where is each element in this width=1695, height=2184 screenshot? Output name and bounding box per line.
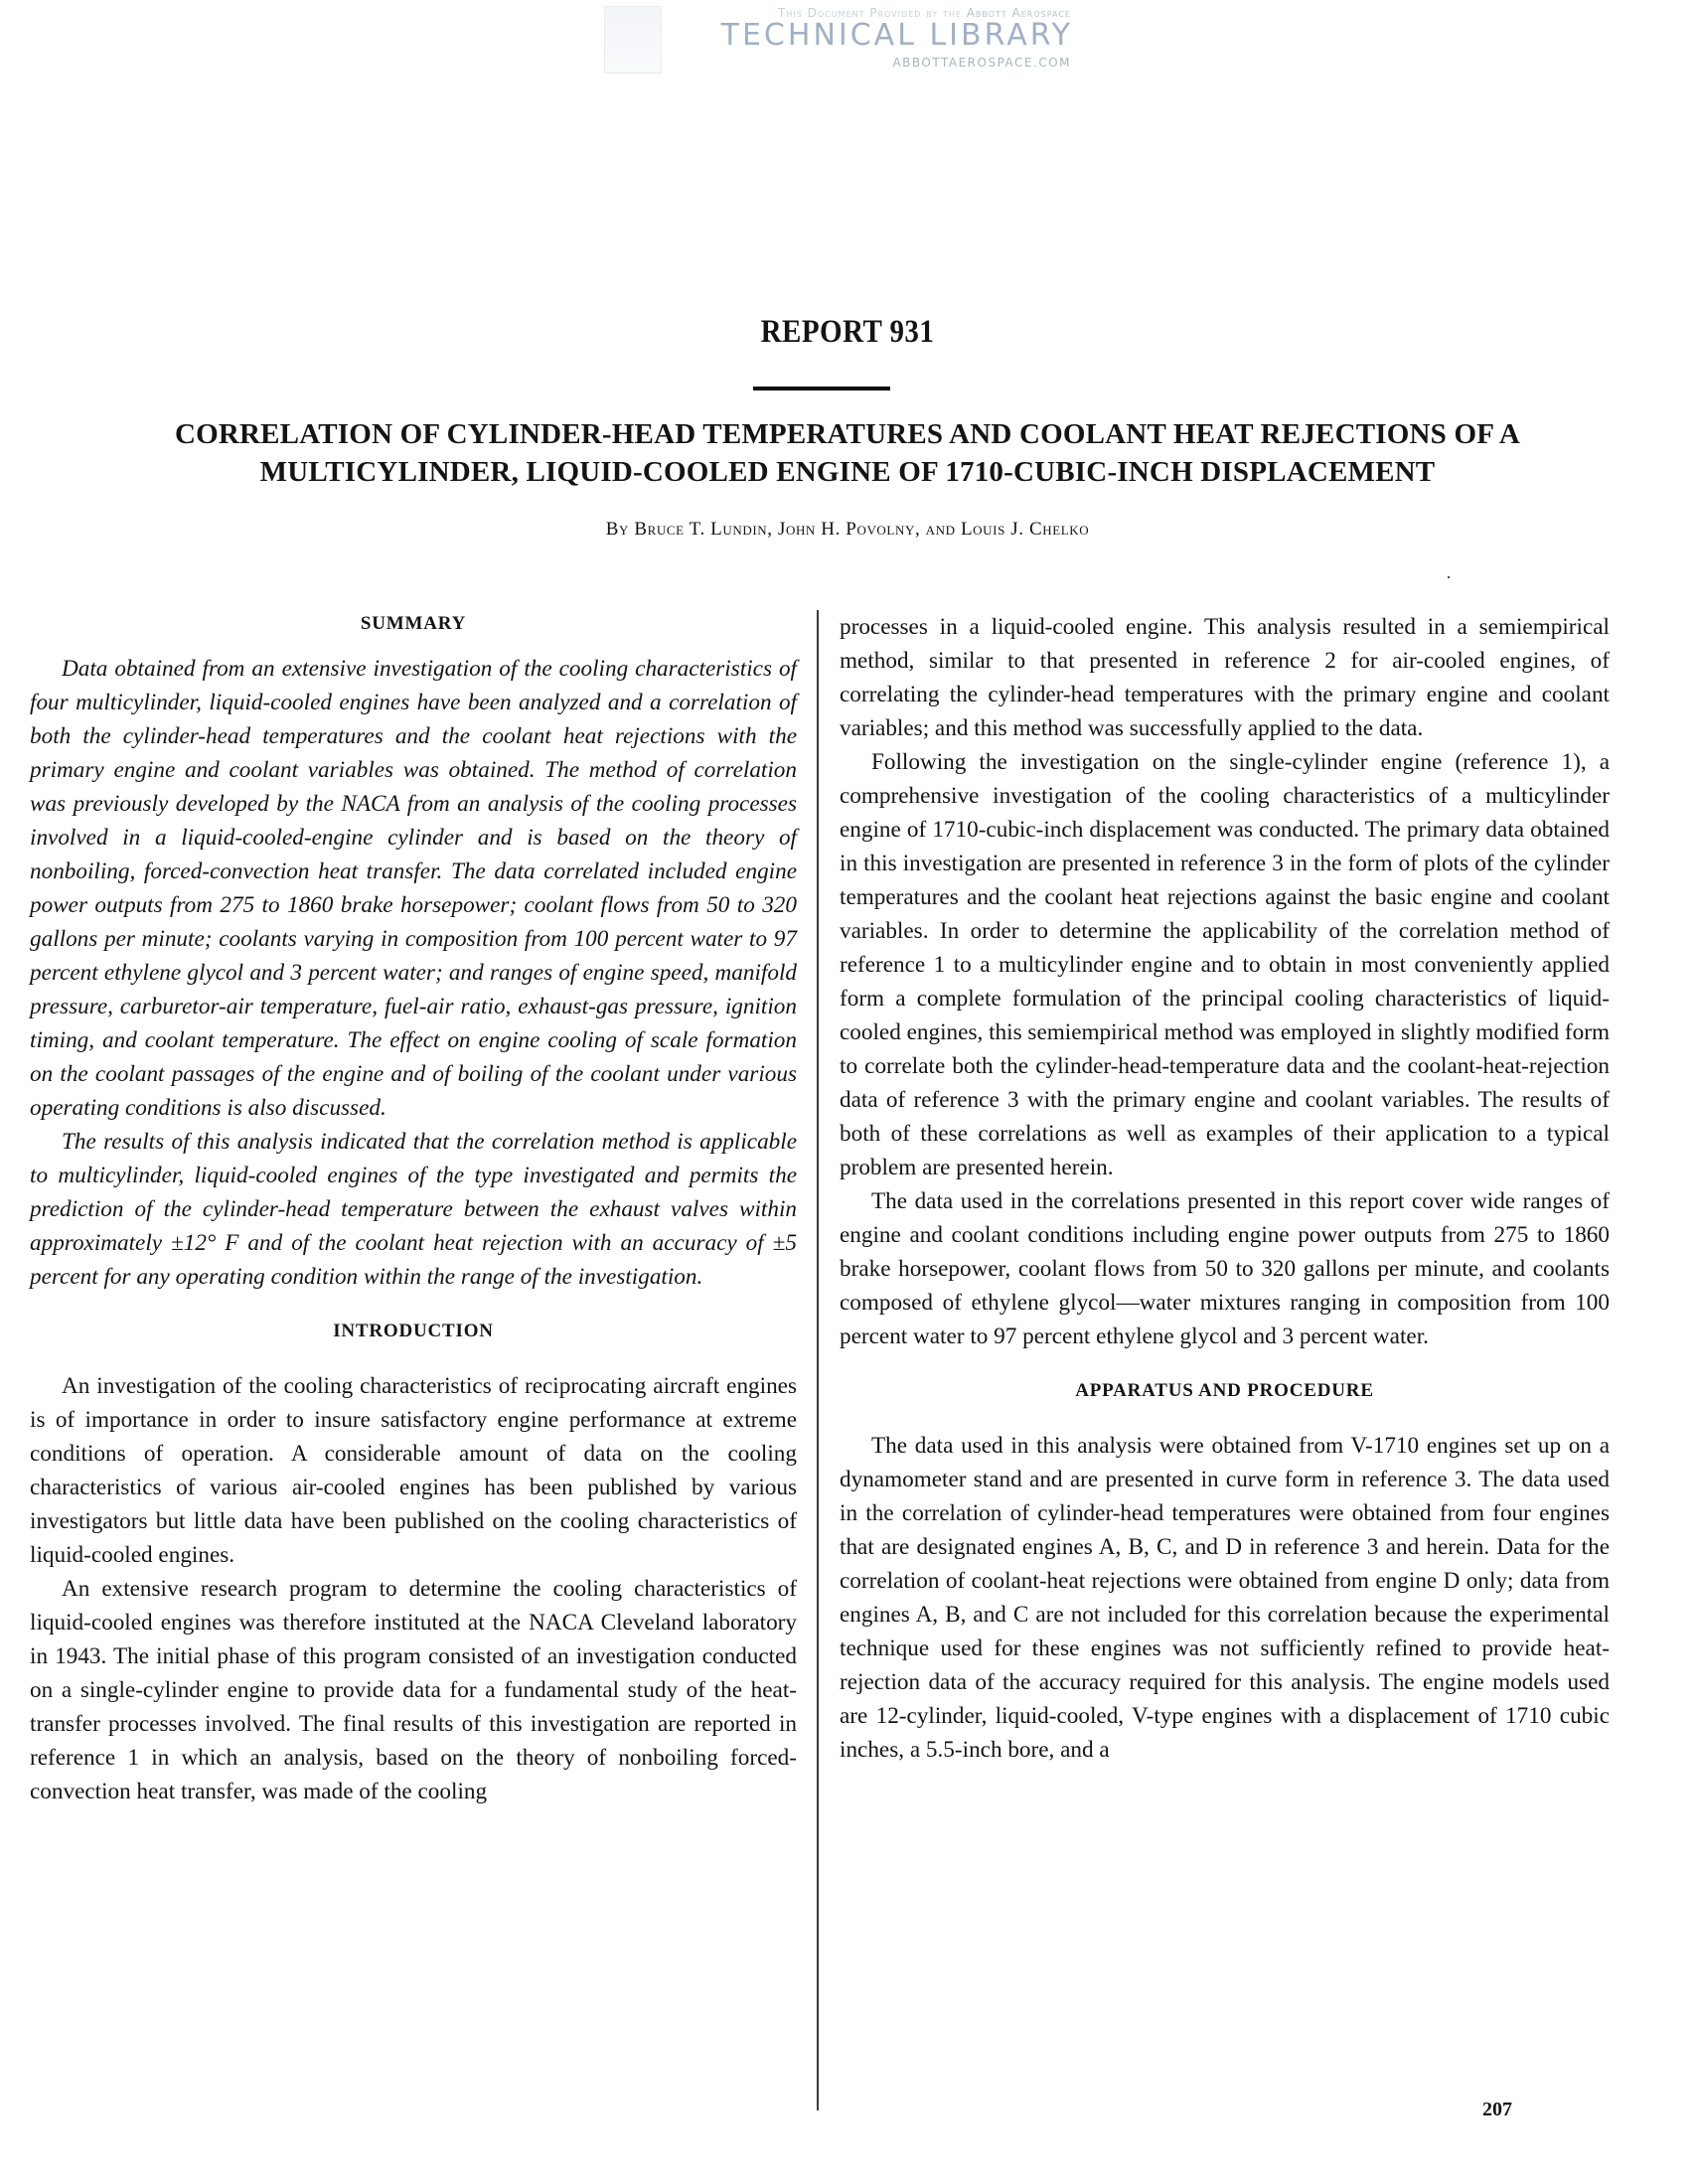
report-title	[20, 415, 1675, 491]
document-logo-icon	[604, 6, 662, 74]
title-line-2: MULTICYLINDER, LIQUID-COOLED ENGINE OF 1710-CUBIC-INCH DISPLACEMENT	[259, 456, 1436, 488]
body-paragraph: The data used in the correlations presented in this report cover wide ranges of engine and coolant conditions including engine power outputs from 275 to 1860 brake horsepower, coolant flows from 50 to 320 gallons per minute, and coolants composed of ethylene glycol—water mixtures ranging in composition from 100 percent water to 97 percent ethylene glycol and 3 percent water.	[840, 1188, 1610, 1349]
title-rule-divider	[753, 387, 890, 390]
watermark-brand: Abbott Aerospace	[966, 6, 1071, 20]
summary-heading: SUMMARY	[360, 613, 467, 634]
right-column	[840, 610, 1610, 1767]
apparatus-paragraph: The data used in this analysis were obtained from V-1710 engines set up on a dynamometer stand and are presented in curve form in reference 3. The data used in the correlation of cylinder-head temperatures were obtained from four engines that are designated engines A, B, C, and D in reference 3 and herein. Data for the correlation of coolant-heat rejections were obtained from engine D only; data from engines A, B, and C are not included for this correlation because the experimental technique used for these engines was not sufficiently refined to provide heat-rejection data of the accuracy required for this analysis. The engine models used are 12-cylinder, liquid-cooled, V-type engines with a displacement of 1710 cubic inches, a 5.5-inch bore, and a	[840, 1433, 1610, 1763]
introduction-heading: INTRODUCTION	[333, 1321, 494, 1341]
left-column	[30, 610, 797, 1808]
abbott-aerospace-watermark	[596, 4, 1073, 83]
scan-speck	[1448, 576, 1450, 578]
page-number: 207	[1482, 2099, 1512, 2120]
watermark-technical-library: TECHNICAL LIBRARY	[720, 18, 1073, 53]
title-line-1: CORRELATION OF CYLINDER-HEAD TEMPERATURES AND COOLANT HEAT REJECTIONS OF A	[174, 418, 1521, 450]
introduction-paragraph: An extensive research program to determine the cooling characteristics of liquid-cooled engines was therefore instituted at the NACA Cleveland laboratory in 1943. The initial phase of this program consisted of an investigation conducted on a single-cylinder engine to provide data for a fundamental study of the heat-transfer processes involved. The final results of this investigation are reported in reference 1 in which an analysis, based on the theory of nonboiling forced-convection heat transfer, was made of the cooling	[30, 1576, 797, 1804]
authors-byline: By Bruce T. Lundin, John H. Povolny, and Louis J. Chelko	[605, 519, 1090, 540]
summary-paragraph: Data obtained from an extensive investigation of the cooling characteristics of four multicylinder, liquid-cooled engines have been analyzed and a correlation of both the cylinder-head temperatures and the coolant heat rejections with the primary engine and coolant variables was obtained. The method of correlation was previously developed by the NACA from an analysis of the cooling processes involved in a liquid-cooled-engine cylinder and is based on the theory of nonboiling, forced-convection heat transfer. The data correlated included engine power outputs from 275 to 1860 brake horsepower; coolant flows from 50 to 320 gallons per minute; coolants varying in composition from 100 percent water to 97 percent ethylene glycol and 3 percent water; and ranges of engine speed, manifold pressure, carburetor-air temperature, fuel-air ratio, exhaust-gas pressure, ignition timing, and coolant temperature. The effect on engine cooling of scale formation on the coolant passages of the engine and of boiling of the coolant under various operating conditions is also discussed.	[30, 656, 797, 1121]
watermark-prefix: This Document Provided by the	[777, 6, 962, 20]
body-paragraph: Following the investigation on the single-cylinder engine (reference 1), a comprehensive investigation of the cooling characteristics of a multicylinder engine of 1710-cubic-inch displacement was conducted. The primary data obtained in this investigation are presented in reference 3 in the form of plots of the cylinder temperatures and the coolant heat rejections against the basic engine and coolant variables. In order to determine the applicability of the correlation method of reference 1 to a multicylinder engine and to obtain in most conveniently applied form a complete formulation of the principal cooling characteristics of liquid-cooled engines, this semiempirical method was employed in slightly modified form to correlate both the cylinder-head-temperature data and the coolant-heat-rejection data of reference 3 with the primary engine and coolant variables. The results of both of these correlations as well as examples of their application to a typical problem are presented herein.	[840, 749, 1610, 1180]
continued-paragraph: processes in a liquid-cooled engine. This analysis resulted in a semiempirical method, similar to that presented in reference 2 for air-cooled engines, of correlating the cylinder-head temperatures with the primary engine and coolant variables; and this method was successfully applied to the data.	[840, 614, 1610, 741]
report-number: REPORT 931	[760, 314, 935, 350]
apparatus-heading: APPARATUS AND PROCEDURE	[1075, 1380, 1374, 1401]
summary-paragraph: The results of this analysis indicated that the correlation method is applicable to multicylinder, liquid-cooled engines of the type investigated and permits the prediction of the cylinder-head temperature between the exhaust valves within approximately ±12° F and of the coolant heat rejection with an accuracy of ±5 percent for any operating condition within the range of the investigation.	[30, 1129, 797, 1290]
watermark-url: ABBOTTAEROSPACE.COM	[892, 56, 1071, 70]
column-divider	[817, 610, 819, 2110]
introduction-paragraph: An investigation of the cooling characteristics of reciprocating aircraft engines is of importance in order to insure satisfactory engine performance at extreme conditions of operation. A considerable amount of data on the cooling characteristics of various air-cooled engines has been published by various investigators but little data have been published on the cooling characteristics of liquid-cooled engines.	[30, 1373, 797, 1568]
